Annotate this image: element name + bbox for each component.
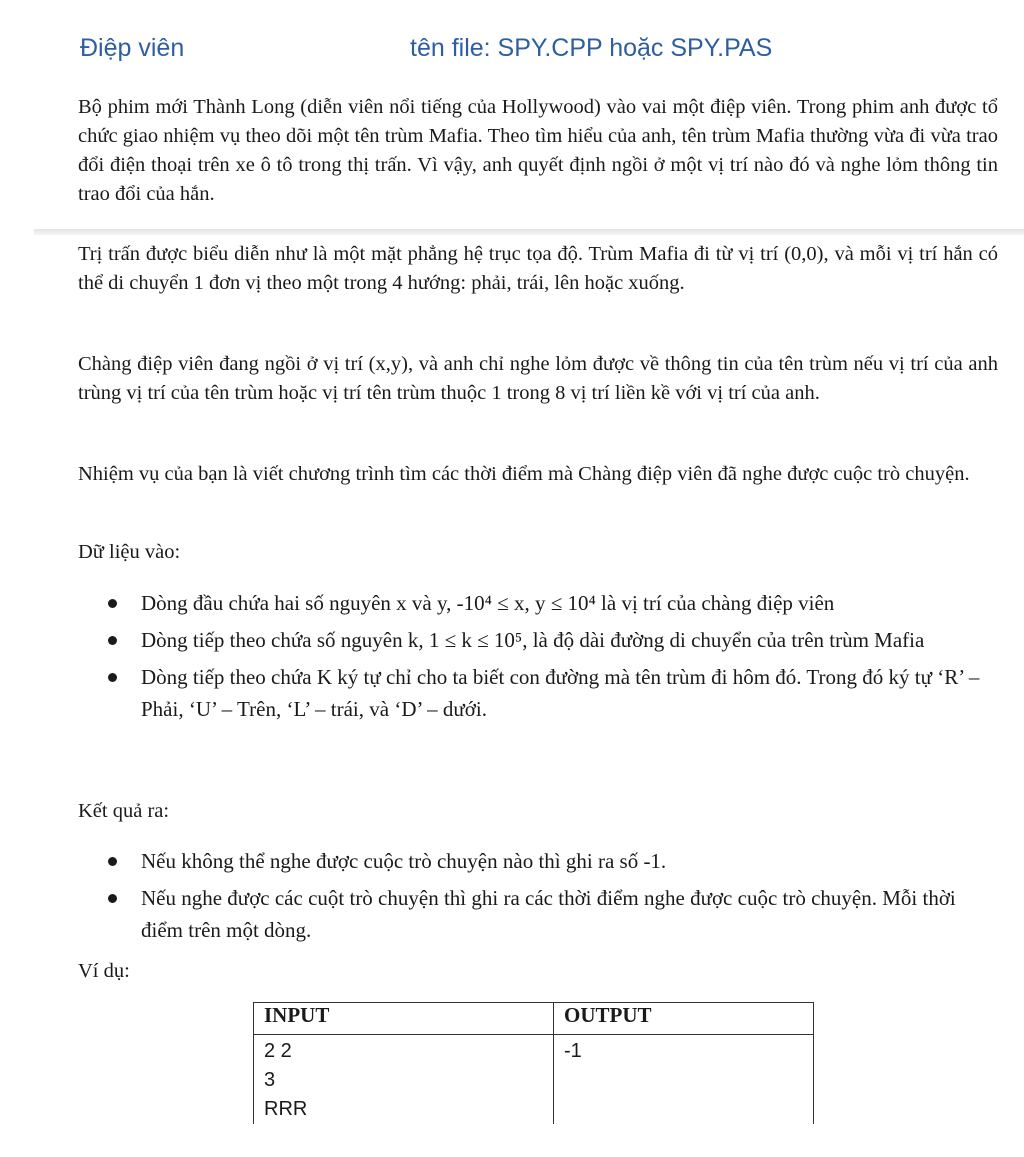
description-paragraph-1: Trị trấn được biểu diễn như là một mặt phẳng hệ trục tọa độ. Trùm Mafia đi từ vị trí (0,0), và mỗi vị trí hắn có thể di chuyển 1 đơn vị theo một trong 4 hướng: phải, trái, lên hoặc xuống. (78, 243, 998, 294)
list-item-text: Dòng tiếp theo chứa K ký tự chỉ cho ta biết con đường mà tên trùm đi hôm đó. Trong đó ký tự ‘R’ – Phải, ‘U’ – Trên, ‘L’ – trái, và ‘D’ – dưới. (141, 665, 980, 721)
bullet-icon (108, 599, 117, 608)
bullet-icon (108, 636, 117, 645)
list-item (108, 661, 998, 725)
problem-header (80, 34, 994, 70)
example-input-cell (254, 1035, 554, 1125)
example-input-line: RRR (264, 1098, 308, 1120)
table-header-row (254, 1003, 814, 1035)
output-spec-list (108, 845, 998, 951)
example-input-line: 2 2 (264, 1040, 292, 1062)
list-item (108, 882, 998, 946)
output-column-header: OUTPUT (554, 1003, 814, 1035)
table-row (254, 1035, 814, 1125)
input-spec-list (108, 587, 998, 730)
output-section-label: Kết quả ra: (78, 800, 170, 822)
list-item-text: Nếu nghe được các cuột trò chuyện thì ghi ra các thời điểm nghe được cuộc trò chuyện. Mỗi thời điểm trên một dòng. (141, 886, 956, 942)
file-name-label: tên file: SPY.CPP hoặc SPY.PAS (410, 34, 773, 62)
example-output-line: -1 (564, 1040, 582, 1062)
task-paragraph: Nhiệm vụ của bạn là viết chương trình tìm các thời điểm mà Chàng điệp viên đã nghe được cuộc trò chuyện. (78, 463, 970, 485)
bullet-icon (108, 857, 117, 866)
list-item (108, 587, 998, 619)
intro-paragraph: Bộ phim mới Thành Long (diễn viên nổi tiếng của Hollywood) vào vai một điệp viên. Trong phim anh được tổ chức giao nhiệm vụ theo dõi một tên trùm Mafia. Theo tìm hiểu của anh, tên trùm Mafia thường vừa đi vừa trao đổi điện thoại trên xe ô tô trong thị trấn. Vì vậy, anh quyết định ngồi ở một vị trí nào đó và nghe lỏm thông tin trao đổi của hắn. (78, 96, 998, 205)
problem-title: Điệp viên (80, 34, 185, 62)
bullet-icon (108, 894, 117, 903)
input-column-header: INPUT (254, 1003, 554, 1035)
description-paragraph-2: Chàng điệp viên đang ngồi ở vị trí (x,y), và anh chỉ nghe lỏm được về thông tin của tên trùm nếu vị trí của anh trùng vị trí của tên trùm hoặc vị trí tên trùm thuộc 1 trong 8 vị trí liền kề với vị trí của anh. (78, 353, 998, 404)
example-table (253, 1002, 814, 1124)
example-output-cell (554, 1035, 814, 1125)
example-input-line: 3 (264, 1069, 276, 1091)
example-label: Ví dụ: (78, 960, 130, 982)
list-item-text: Nếu không thể nghe được cuộc trò chuyện nào thì ghi ra số -1. (141, 849, 667, 873)
list-item-text: Dòng đầu chứa hai số nguyên x và y, -10⁴ ≤ x, y ≤ 10⁴ là vị trí của chàng điệp viên (141, 591, 835, 615)
section-divider (34, 229, 1024, 235)
bullet-icon (108, 673, 117, 682)
list-item-text: Dòng tiếp theo chứa số nguyên k, 1 ≤ k ≤ 10⁵, là độ dài đường di chuyển của trên trùm Mafia (141, 628, 925, 652)
input-section-label: Dữ liệu vào: (78, 541, 181, 563)
list-item (108, 845, 998, 877)
list-item (108, 624, 998, 656)
